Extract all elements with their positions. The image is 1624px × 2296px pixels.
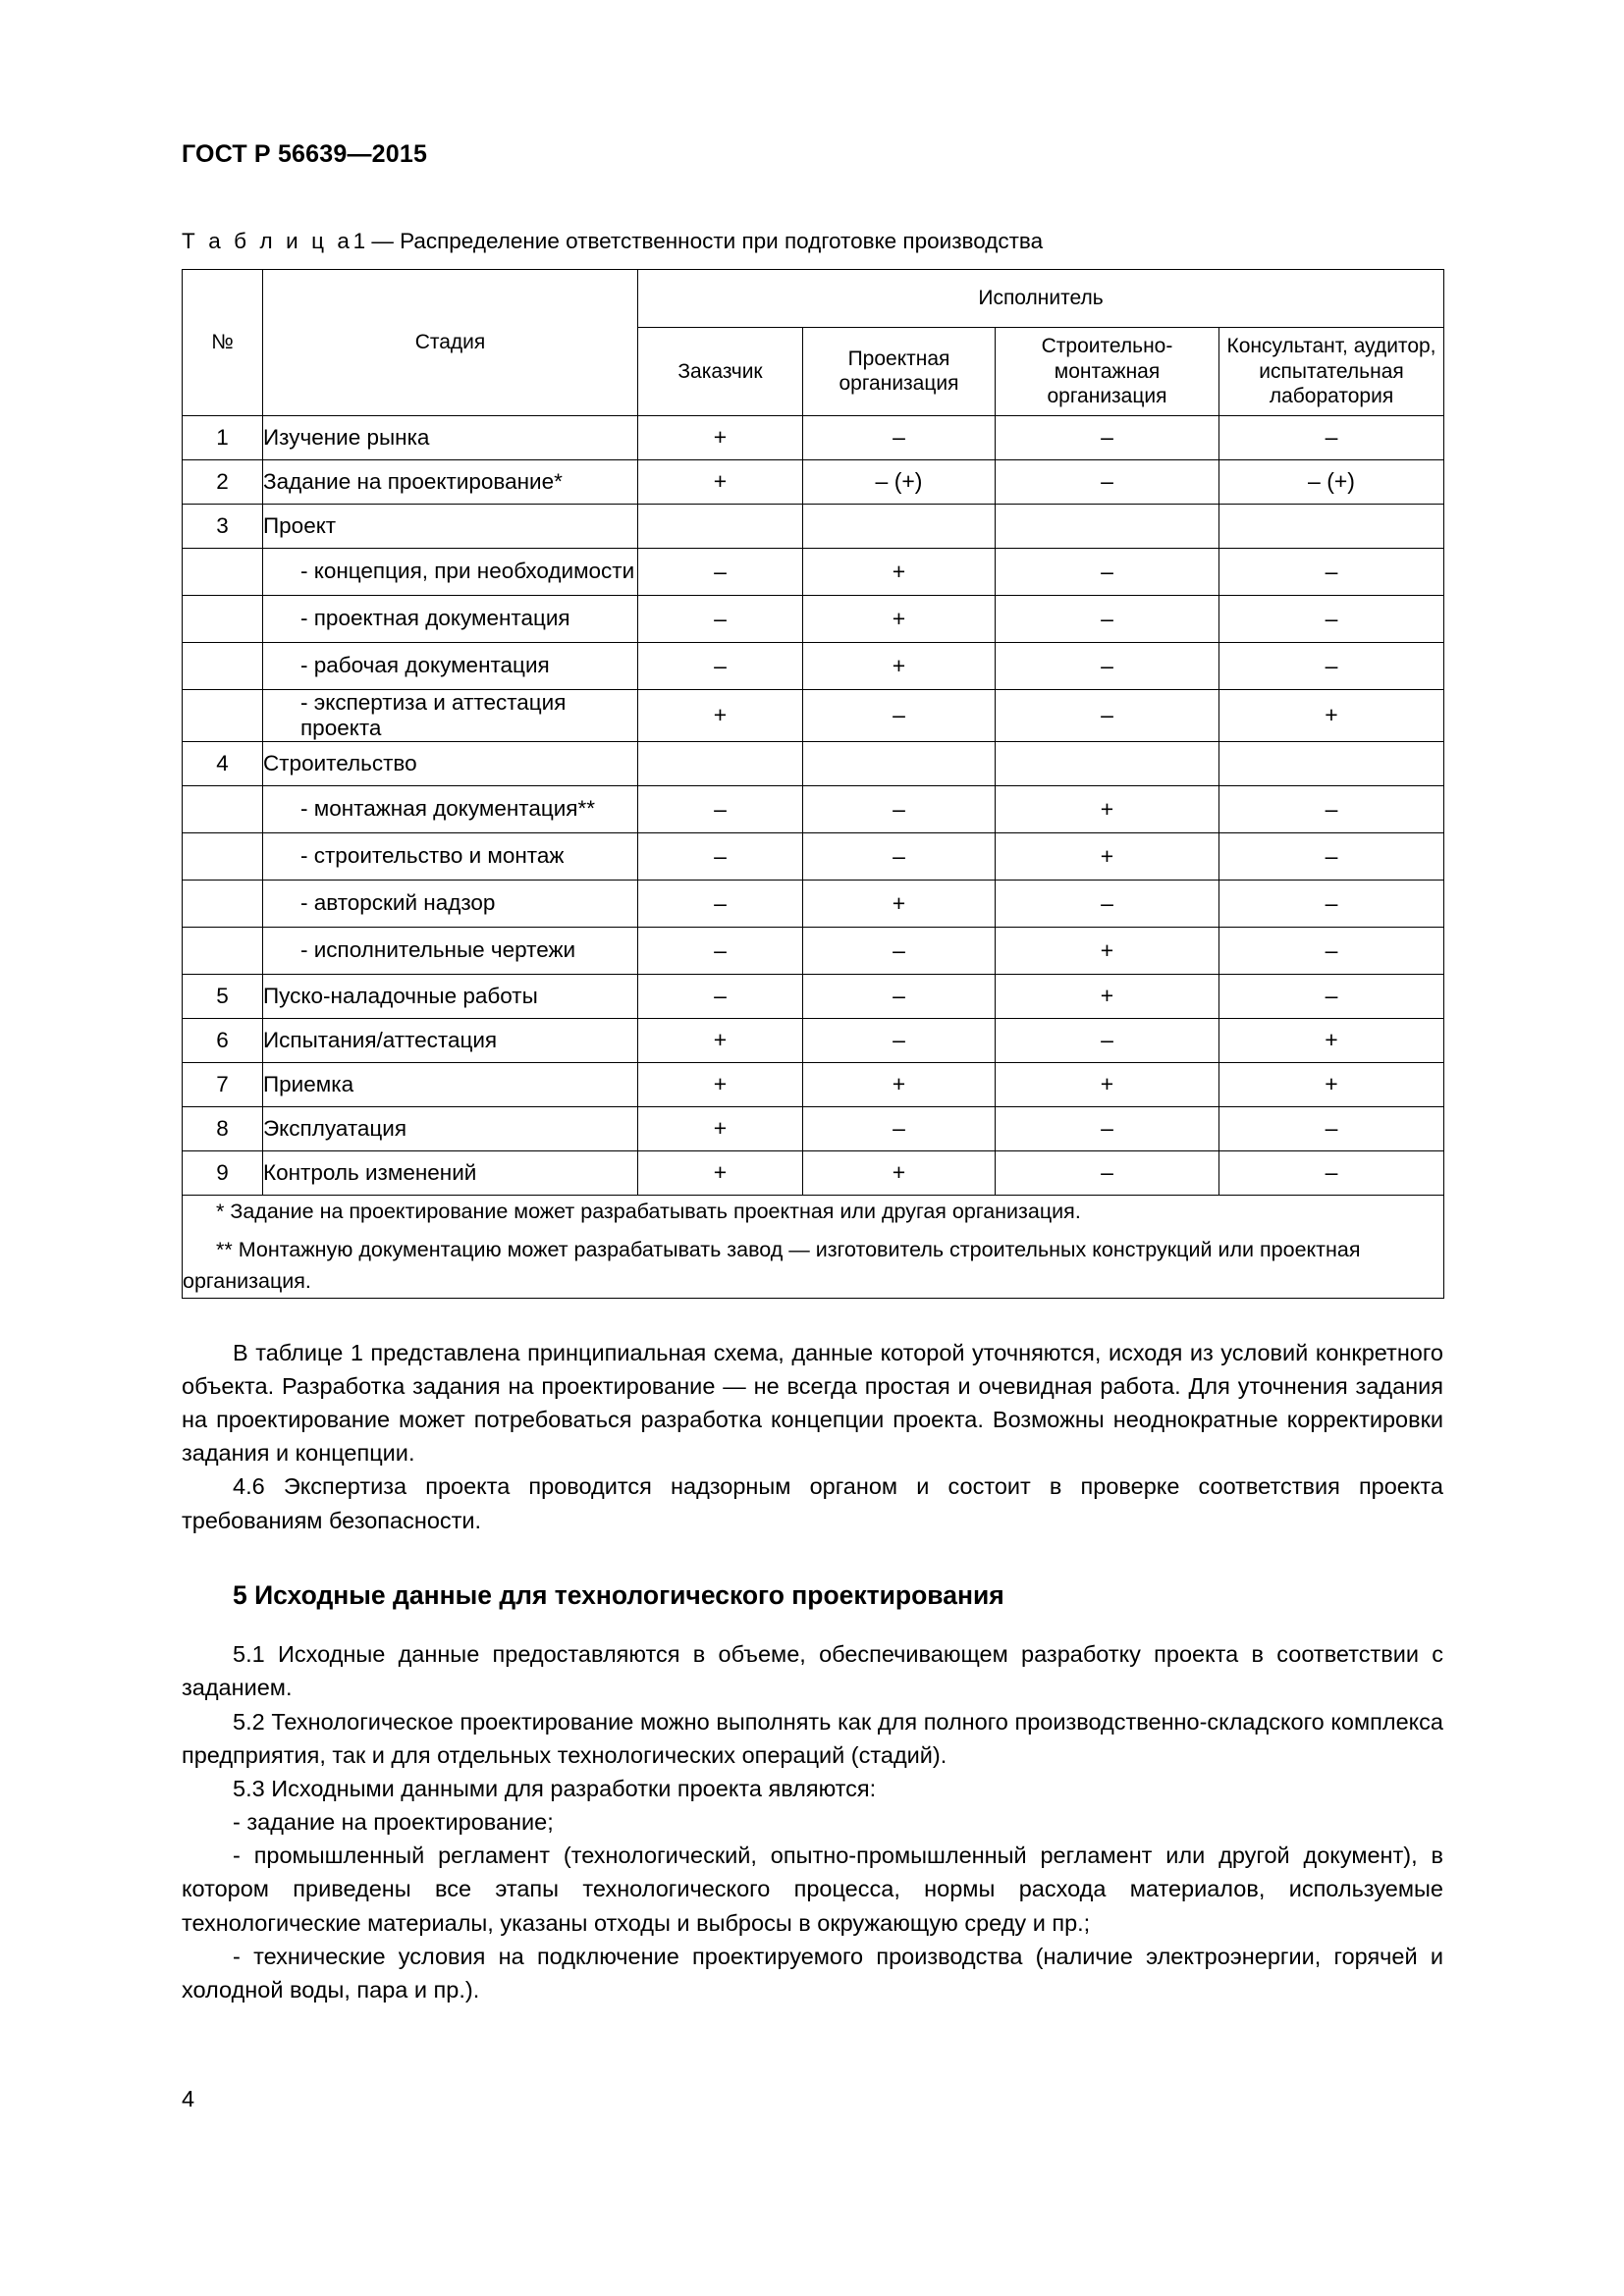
row-consultant: – xyxy=(1219,927,1444,974)
row-construction-org: – xyxy=(996,642,1219,689)
table-row xyxy=(183,880,1444,927)
row-consultant: + xyxy=(1219,1018,1444,1062)
row-number xyxy=(183,595,263,642)
row-stage: - концепция, при необходимости xyxy=(263,548,638,595)
row-construction-org: + xyxy=(996,927,1219,974)
row-customer: + xyxy=(638,1106,803,1150)
paragraph-5-1: 5.1 Исходные данные предоставляются в объеме, обеспечивающем разработку проекта в соответствии с заданием. xyxy=(182,1641,1443,1701)
row-number: 7 xyxy=(183,1062,263,1106)
paragraph-4-6: 4.6 Экспертиза проекта проводится надзорным органом и состоит в проверке соответствия проекта требованиям безопасности. xyxy=(182,1473,1443,1533)
table-row xyxy=(183,927,1444,974)
row-consultant: – xyxy=(1219,974,1444,1018)
row-design-org: + xyxy=(803,1062,996,1106)
row-customer: – xyxy=(638,832,803,880)
row-construction-org: + xyxy=(996,785,1219,832)
row-stage: - рабочая документация xyxy=(263,642,638,689)
row-stage: Проект xyxy=(263,504,638,548)
row-number xyxy=(183,642,263,689)
table-header-row-1 xyxy=(183,270,1444,328)
table-footnotes-row xyxy=(183,1195,1444,1298)
row-customer: + xyxy=(638,1062,803,1106)
row-customer: – xyxy=(638,595,803,642)
row-construction-org: – xyxy=(996,459,1219,504)
paragraph-5-2: 5.2 Технологическое проектирование можно выполнять как для полного производственно-складского комплекса предприятия, так и для отдельных технологических операций (стадий). xyxy=(182,1708,1443,1768)
row-design-org: – xyxy=(803,832,996,880)
row-stage: Изучение рынка xyxy=(263,415,638,459)
col-header-customer: Заказчик xyxy=(638,328,803,416)
row-number: 2 xyxy=(183,459,263,504)
row-design-org: – xyxy=(803,927,996,974)
row-number xyxy=(183,832,263,880)
row-design-org: – xyxy=(803,689,996,741)
row-stage: Строительство xyxy=(263,741,638,785)
table-row xyxy=(183,741,1444,785)
row-stage: - экспертиза и аттестация проекта xyxy=(263,689,638,741)
row-number: 8 xyxy=(183,1106,263,1150)
table-caption-text: 1 — Распределение ответственности при подготовке производства xyxy=(352,229,1044,253)
row-design-org xyxy=(803,741,996,785)
table-caption-label: Т а б л и ц а xyxy=(182,229,353,253)
row-customer: – xyxy=(638,785,803,832)
row-number xyxy=(183,927,263,974)
list-item: - задание на проектирование; xyxy=(233,1809,554,1836)
row-construction-org: + xyxy=(996,974,1219,1018)
row-consultant: – (+) xyxy=(1219,459,1444,504)
row-construction-org: + xyxy=(996,1062,1219,1106)
row-customer: + xyxy=(638,1018,803,1062)
table-body xyxy=(183,415,1444,1298)
row-consultant: + xyxy=(1219,1062,1444,1106)
section-5-body xyxy=(182,1637,1443,2006)
table-row xyxy=(183,548,1444,595)
row-design-org: + xyxy=(803,1150,996,1195)
row-number: 6 xyxy=(183,1018,263,1062)
col-header-design-org: Проектная организация xyxy=(803,328,996,416)
col-header-stage: Стадия xyxy=(263,270,638,416)
table-caption xyxy=(182,228,1443,254)
row-customer xyxy=(638,741,803,785)
row-construction-org: – xyxy=(996,595,1219,642)
row-design-org: – xyxy=(803,1018,996,1062)
row-customer: – xyxy=(638,880,803,927)
row-number: 5 xyxy=(183,974,263,1018)
table-row xyxy=(183,595,1444,642)
row-design-org: + xyxy=(803,548,996,595)
row-design-org: + xyxy=(803,595,996,642)
row-stage: - исполнительные чертежи xyxy=(263,927,638,974)
row-consultant: – xyxy=(1219,642,1444,689)
row-consultant: – xyxy=(1219,595,1444,642)
row-construction-org: – xyxy=(996,415,1219,459)
table-head xyxy=(183,270,1444,416)
row-stage: Приемка xyxy=(263,1062,638,1106)
row-consultant: – xyxy=(1219,880,1444,927)
row-number xyxy=(183,548,263,595)
row-design-org: – (+) xyxy=(803,459,996,504)
list-item: - технические условия на подключение проектируемого производства (наличие электроэнергии, горячей и холодной воды, пара и пр.). xyxy=(182,1943,1443,2003)
paragraph-table-intro: В таблице 1 представлена принципиальная схема, данные которой уточняются, исходя из условий конкретного объекта. Разработка задания на проектирование — не всегда простая и очевидная работа. Для уточнения задания на проектирование может потребоваться разработка концепции проекта. Возможны неоднократные корректировки задания и концепции. xyxy=(182,1339,1443,1467)
row-construction-org: – xyxy=(996,1106,1219,1150)
paragraph-5-3: 5.3 Исходными данными для разработки проекта являются: xyxy=(233,1775,877,1801)
row-stage: Эксплуатация xyxy=(263,1106,638,1150)
row-stage: Контроль изменений xyxy=(263,1150,638,1195)
row-consultant: – xyxy=(1219,548,1444,595)
table-footnotes xyxy=(183,1195,1444,1298)
row-construction-org: – xyxy=(996,1018,1219,1062)
row-stage: Задание на проектирование* xyxy=(263,459,638,504)
footnote-2: ** Монтажную документацию может разрабатывать завод — изготовитель строительных конструкций или проектная организация. xyxy=(183,1238,1361,1294)
row-consultant: – xyxy=(1219,832,1444,880)
row-number: 9 xyxy=(183,1150,263,1195)
row-stage: - авторский надзор xyxy=(263,880,638,927)
row-customer: + xyxy=(638,415,803,459)
row-design-org xyxy=(803,504,996,548)
row-stage: Пуско-наладочные работы xyxy=(263,974,638,1018)
table-row xyxy=(183,689,1444,741)
standard-header: ГОСТ Р 56639—2015 xyxy=(182,140,428,168)
table-row xyxy=(183,1018,1444,1062)
table-row xyxy=(183,459,1444,504)
table-row xyxy=(183,504,1444,548)
row-design-org: – xyxy=(803,785,996,832)
table-row xyxy=(183,1150,1444,1195)
row-customer: – xyxy=(638,974,803,1018)
table-row xyxy=(183,785,1444,832)
row-consultant: + xyxy=(1219,689,1444,741)
row-stage: - проектная документация xyxy=(263,595,638,642)
col-group-header-executor: Исполнитель xyxy=(638,270,1444,328)
row-stage: - монтажная документация** xyxy=(263,785,638,832)
row-construction-org: – xyxy=(996,689,1219,741)
row-customer xyxy=(638,504,803,548)
row-customer: + xyxy=(638,689,803,741)
row-customer: + xyxy=(638,459,803,504)
section-5-heading: 5 Исходные данные для технологического проектирования xyxy=(233,1579,1004,1610)
table-row xyxy=(183,974,1444,1018)
row-construction-org xyxy=(996,504,1219,548)
row-consultant xyxy=(1219,741,1444,785)
row-number xyxy=(183,689,263,741)
row-consultant: – xyxy=(1219,785,1444,832)
col-header-construction-org: Строительно-монтажная организация xyxy=(996,328,1219,416)
row-consultant: – xyxy=(1219,1150,1444,1195)
row-design-org: – xyxy=(803,974,996,1018)
row-customer: – xyxy=(638,642,803,689)
row-number xyxy=(183,880,263,927)
row-design-org: + xyxy=(803,642,996,689)
table-row xyxy=(183,415,1444,459)
row-customer: + xyxy=(638,1150,803,1195)
row-design-org: + xyxy=(803,880,996,927)
page-number: 4 xyxy=(182,2086,195,2111)
row-design-org: – xyxy=(803,415,996,459)
row-consultant: – xyxy=(1219,1106,1444,1150)
col-header-no: № xyxy=(183,270,263,416)
col-header-consultant: Консультант, аудитор, испытательная лаборатория xyxy=(1219,328,1444,416)
row-stage: Испытания/аттестация xyxy=(263,1018,638,1062)
row-construction-org: – xyxy=(996,1150,1219,1195)
row-number: 3 xyxy=(183,504,263,548)
row-design-org: – xyxy=(803,1106,996,1150)
table-row xyxy=(183,1062,1444,1106)
footnote-1: * Задание на проектирование может разрабатывать проектная или другая организация. xyxy=(216,1199,1081,1223)
row-number xyxy=(183,785,263,832)
body-text xyxy=(182,1336,1443,1537)
row-customer: – xyxy=(638,548,803,595)
row-number: 1 xyxy=(183,415,263,459)
row-consultant xyxy=(1219,504,1444,548)
table-row xyxy=(183,642,1444,689)
row-stage: - строительство и монтаж xyxy=(263,832,638,880)
list-item: - промышленный регламент (технологический, опытно-промышленный регламент или другой документ), в котором приведены все этапы технологического процесса, нормы расхода материалов, используемые технологические материалы, указаны отходы и выбросы в окружающую среду и пр.; xyxy=(182,1842,1443,1936)
table-row xyxy=(183,1106,1444,1150)
table-row xyxy=(183,832,1444,880)
row-number: 4 xyxy=(183,741,263,785)
row-consultant: – xyxy=(1219,415,1444,459)
row-construction-org: + xyxy=(996,832,1219,880)
row-construction-org: – xyxy=(996,880,1219,927)
row-construction-org xyxy=(996,741,1219,785)
page-content xyxy=(182,142,1443,2006)
responsibility-table xyxy=(182,269,1444,1299)
row-customer: – xyxy=(638,927,803,974)
row-construction-org: – xyxy=(996,548,1219,595)
